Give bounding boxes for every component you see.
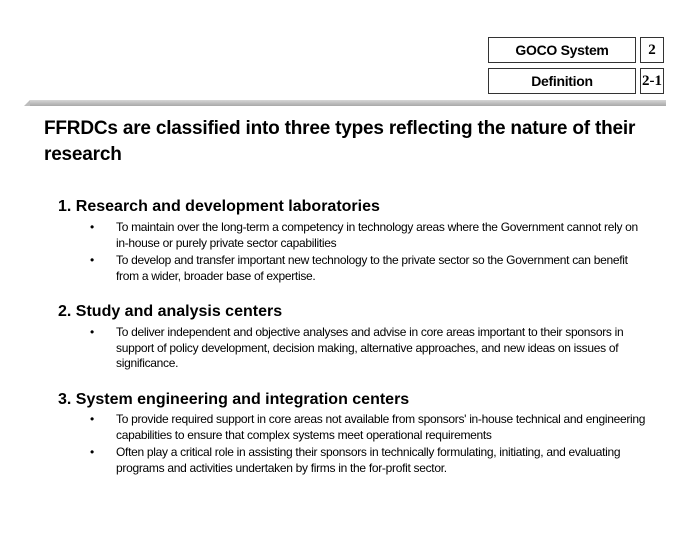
section-number-box [640,37,664,63]
bullet-list-system-engineering [90,412,650,478]
bullet-icon: • [90,445,94,459]
bullet-icon: • [90,325,94,339]
page-title: FFRDCs are classified into three types reflecting the nature of their research [44,118,636,165]
bullet-icon: • [90,220,94,234]
list-item [90,445,650,476]
bullet-text: To provide required support in core areas not available from sponsors' in-house technical and engineering capabilities to ensure that complex systems meet operational requirements [116,412,646,442]
section-heading-research-labs: 1. Research and development laboratories [58,198,380,215]
section-number: 2 [648,41,656,58]
list-item [90,325,650,372]
section-label-box [488,37,636,63]
bullet-text: Often play a critical role in assisting their sponsors in technically formulating, initiating, and evaluating programs and activities undertaken by firms in the for-profit sector. [116,445,621,475]
bullet-list-research-labs [90,220,650,286]
subsection-number: 2-1 [642,72,662,89]
bullet-list-study-centers [90,325,650,374]
section-label: GOCO System [515,42,609,58]
list-item [90,220,650,251]
bullet-text: To develop and transfer important new technology to the private sector so the Government can benefit from a wider, broader base of expertise. [116,253,628,283]
section-heading-study-centers: 2. Study and analysis centers [58,303,283,320]
header-divider [30,100,666,106]
bullet-icon: • [90,253,94,267]
section-heading-system-engineering: 3. System engineering and integration centers [58,391,410,408]
subsection-label: Definition [531,73,593,89]
list-item [90,412,650,443]
bullet-icon: • [90,412,94,426]
bullet-text: To deliver independent and objective analyses and advise in core areas important to their sponsors in support of policy development, decision making, alternative approaches, and new ideas on issues of significance. [116,325,624,370]
list-item [90,253,650,284]
subsection-label-box [488,68,636,94]
bullet-text: To maintain over the long-term a competency in technology areas where the Government cannot rely on in-house or purely private sector capabilities [116,220,638,250]
subsection-number-box [640,68,664,94]
